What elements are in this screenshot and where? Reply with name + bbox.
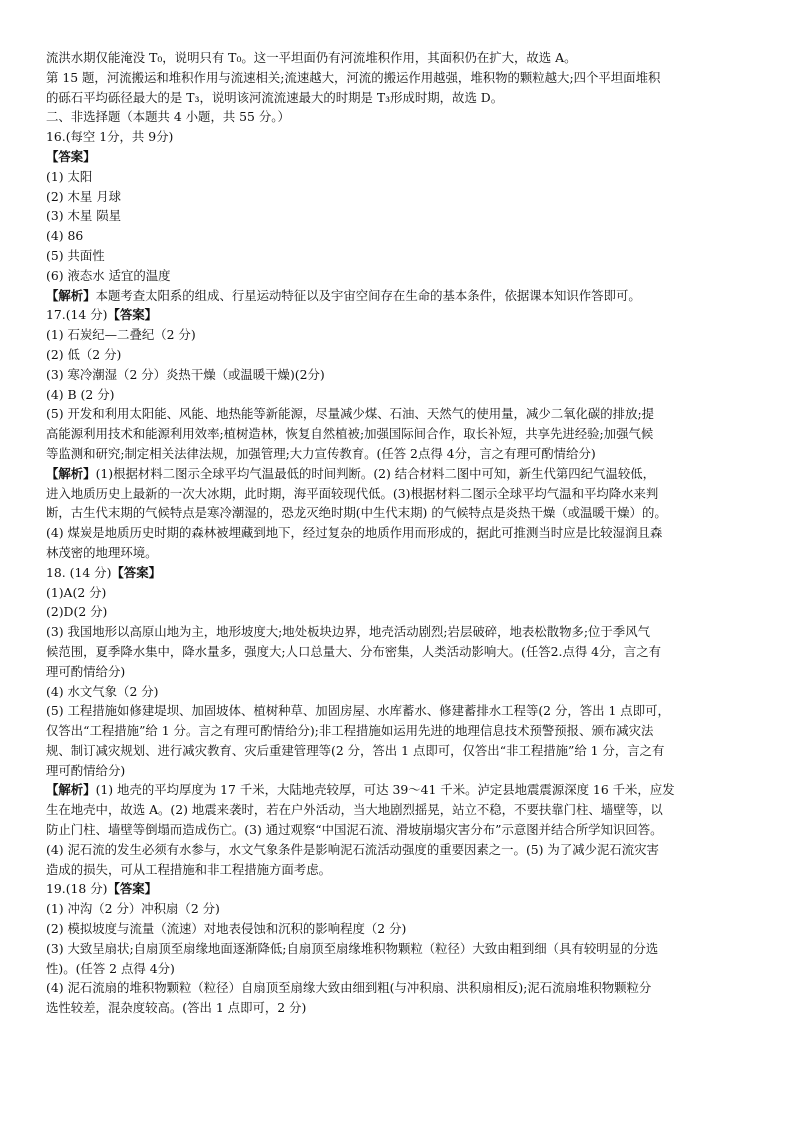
text-line: 生在地壳中，故选 A。(2) 地震来袭时，若在户外活动，当大地剧烈摇晃，站立不稳，不要扶靠门柱、墙壁等，以	[46, 802, 663, 818]
text-line: 断，古生代末期的气候特点是寒冷潮湿的，恐龙灭绝时期(中生代末期) 的气候特点是炎热干燥（或温暖干燥）的。	[46, 505, 667, 521]
question-heading: 17.(14 分)【答案】	[46, 307, 158, 323]
text-line: 候范围，夏季降水集中，降水量多，强度大;人口总量大、分布密集，人类活动影响大。(任答2.点得 4分，言之有	[46, 643, 662, 659]
text-line: 规、制订减灾规划、进行减灾教育、灾后重建管理等(2 分，答出 1 点即可，仅答出“非工程措施”给 1 分，言之有	[46, 742, 665, 758]
analysis-text: 【解析】(1) 地壳的平均厚度为 17 千米，大陆地壳较厚，可达 39～41 千米。泸定县地震震源深度 16 千米，应发	[46, 782, 675, 798]
text-line: (4) 泥石流的发生必须有水参与，水文气象条件是影响泥石流活动强度的重要因素之一。(5) 为了减少泥石流灾害	[46, 841, 659, 857]
answer-item: (1)A(2 分)	[46, 584, 107, 600]
question-heading: 18. (14 分)【答案】	[46, 564, 161, 580]
text-line: 防止门柱、墙壁等倒塌而造成伤亡。(3) 通过观察“中国泥石流、滑坡崩塌灾害分布”示意图并结合所学知识回答。	[46, 822, 663, 838]
text-line: 性)。(任答 2 点得 4分)	[46, 960, 175, 976]
answer-label: 【答案】	[46, 148, 96, 164]
answer-item: (1) 太阳	[46, 168, 93, 184]
analysis-text: 【解析】(1)根据材料二图示全球平均气温最低的时间判断。(2) 结合材料二图中可知，新生代第四纪气温较低，	[46, 465, 656, 481]
answer-item: (4) 泥石流扇的堆积物颗粒（粒径）自扇顶至扇缘大致由细到粗(与冲积扇、洪积扇相反);泥石流扇堆积物颗粒分	[46, 980, 652, 996]
answer-item: (2)D(2 分)	[46, 604, 108, 620]
text-line: 等监测和研究;制定相关法律法规，加强管理;大力宣传教育。(任答 2点得 4分，言之有理可酌情给分)	[46, 445, 596, 461]
answer-key-page	[46, 48, 748, 1018]
text-line: 流洪水期仅能淹没 T₀，说明只有 T₀。这一平坦面仍有河流堆积作用，其面积仍在扩大，故选 A。	[46, 50, 577, 65]
text-line: 的砾石平均砾径最大的是 T₃，说明该河流流速最大的时期是 T₃形成时期，故选 D。	[46, 89, 504, 105]
text-line: 理可酌情给分)	[46, 663, 126, 679]
answer-item: (2) 低（2 分)	[46, 346, 122, 362]
answer-item: (6) 液态水 适宜的温度	[46, 267, 171, 283]
answer-item: (1) 石炭纪—二叠纪（2 分)	[46, 327, 196, 343]
answer-item: (2) 模拟坡度与流量（流速）对地表侵蚀和沉积的影响程度（2 分)	[46, 921, 407, 937]
answer-item: (5) 共面性	[46, 247, 105, 263]
answer-item: (5) 工程措施如修建堤坝、加固坡体、植树种草、加固房屋、水库蓄水、修建蓄排水工程等(2 分，答出 1 点即可，	[46, 703, 670, 719]
text-line: (4) 煤炭是地质历史时期的森林被埋藏到地下，经过复杂的地质作用而形成的，据此可推测当时应是比较湿润且森	[46, 525, 663, 541]
answer-item: (1) 冲沟（2 分）冲积扇（2 分)	[46, 901, 220, 917]
text-line: 造成的损失，可从工程措施和非工程措施方面考虑。	[46, 861, 331, 877]
answer-item: (3) 我国地形以高原山地为主，地形坡度大;地处板块边界，地壳活动剧烈;岩层破碎，地表松散物多;位于季风气	[46, 624, 650, 640]
answer-item: (4) 86	[46, 228, 84, 244]
answer-item: (3) 大致呈扇状;自扇顶至扇缘地面逐渐降低;自扇顶至扇缘堆积物颗粒（粒径）大致由粗到细（具有较明显的分选	[46, 940, 659, 956]
section-heading: 二、非选择题（本题共 4 小题，共 55 分。）	[46, 109, 290, 125]
question-heading: 16.(每空 1分，共 9分)	[46, 129, 174, 145]
text-line: 第 15 题，河流搬运和堆积作用与流速相关;流速越大，河流的搬运作用越强，堆积物的颗粒越大;四个平坦面堆积	[46, 69, 661, 85]
answer-item: (4) B (2 分)	[46, 386, 115, 402]
analysis-text: 【解析】本题考查太阳系的组成、行星运动特征以及宇宙空间存在生命的基本条件，依据课本知识作答即可。	[46, 287, 641, 303]
text-line: 仅答出“工程措施”给 1 分。言之有理可酌情给分);非工程措施如运用先进的地理信息技术预警预报、颁布减灾法	[46, 723, 654, 739]
text-line: 高能源利用技术和能源利用效率;植树造林，恢复自然植被;加强国际间合作，取长补短，共享先进经验;加强气候	[46, 426, 654, 442]
question-heading: 19.(18 分)【答案】	[46, 881, 158, 897]
answer-item: (2) 木星 月球	[46, 188, 121, 204]
answer-item: (4) 水文气象（2 分)	[46, 683, 159, 699]
text-line: 理可酌情给分)	[46, 762, 126, 778]
answer-item: (5) 开发和利用太阳能、风能、地热能等新能源，尽量减少煤、石油、天然气的使用量，减少二氧化碳的排放;提	[46, 406, 655, 422]
answer-item: (3) 寒冷潮湿（2 分）炎热干燥（或温暖干燥)(2分)	[46, 366, 325, 382]
text-line: 选性较差，混杂度较高。(答出 1 点即可，2 分)	[46, 1000, 307, 1016]
answer-item: (3) 木星 陨星	[46, 208, 121, 224]
text-line: 进入地质历史上最新的一次大冰期，此时期，海平面较现代低。(3)根据材料二图示全球平均气温和平均降水来判	[46, 485, 659, 501]
text-line: 林茂密的地理环境。	[46, 544, 158, 560]
